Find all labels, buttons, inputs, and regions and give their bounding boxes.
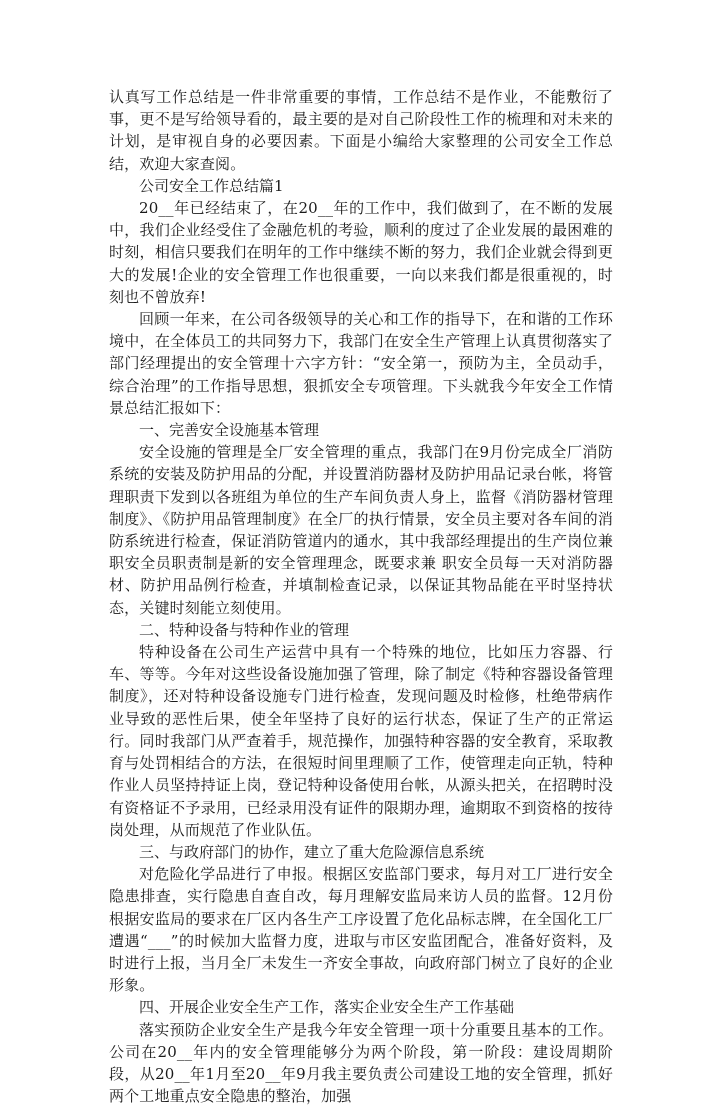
article-title: 公司安全工作总结篇1 (139, 176, 284, 195)
section-heading-3: 三、与政府部门的协作，建立了重大危险源信息系统 (139, 842, 485, 861)
document-page (109, 86, 613, 1107)
paragraph-1: 20__年已经结束了，在20__年的工作中，我们做到了，在不断的发展中，我们企业经受住了金融危机的考验，顺利的度过了企业发展的最困难的时刻，相信只要我们在明年的工作中继续不断的努力，我们企业就会得到更大的发展!企业的安全管理工作也很重要，一向以来我们都是很重视的，时刻也不曾放弃! (109, 199, 613, 306)
section-heading-1: 一、完善安全设施基本管理 (139, 421, 320, 440)
paragraph-6: 落实预防企业安全生产是我今年安全管理一项十分重要且基本的工作。公司在20__年内的安全管理能够分为两个阶段，第一阶段：建设周期阶段，从20__年1月至20__年9月我主要负责公司建设工地的安全管理，抓好两个工地重点安全隐患的整治，加强 (109, 1020, 613, 1106)
paragraph-5: 对危险化学品进行了申报。根据区安监部门要求，每月对工厂进行安全隐患排查，实行隐患自查自改，每月理解安监局来访人员的监督。12月份根据安监局的要求在厂区内各生产工序设置了危化品标志牌，在全国化工厂遭遇“___”的时候加大监督力度，进取与市区安监团配合，准备好资料，及时进行上报，当月全厂未发生一齐安全事故，向政府部门树立了良好的企业形象。 (109, 865, 613, 995)
paragraph-2: 回顾一年来，在公司各级领导的关心和工作的指导下，在和谐的工作环境中，在全体员工的共同努力下，我部门在安全生产管理上认真贯彻落实了部门经理提出的安全管理十六字方针：“安全第一，预防为主，全员动手，综合治理”的工作指导思想，狠抓安全专项管理。下头就我今年安全工作情景总结汇报如下： (109, 310, 613, 417)
section-heading-4: 四、开展企业安全生产工作，落实企业安全生产工作基础 (139, 998, 515, 1017)
paragraph-4: 特种设备在公司生产运营中具有一个特殊的地位，比如压力容器、行车、等等。今年对这些设备设施加强了管理，除了制定《特种容器设备管理制度》，还对特种设备设施专门进行检查，发现问题及时检修，杜绝带病作业导致的恶性后果，使全年坚持了良好的运行状态，保证了生产的正常运行。同时我部门从严查着手，规范操作，加强特种容器的安全教育，采取教育与处罚相结合的方法，在很短时间里理顺了工作，使管理走向正轨，特种作业人员坚持持证上岗，登记特种设备使用台帐，从源头把关，在招聘时没有资格证不予录用，已经录用没有证件的限期办理，逾期取不到资格的按待岗处理，从而规范了作业队伍。 (109, 643, 613, 839)
intro-paragraph: 认真写工作总结是一件非常重要的事情，工作总结不是作业，不能敷衍了事，更不是写给领导看的，最主要的是对自己阶段性工作的梳理和对未来的计划，是审视自身的必要因素。下面是小编给大家整理的公司安全工作总结，欢迎大家查阅。 (109, 88, 613, 173)
section-heading-2: 二、特种设备与特种作业的管理 (139, 620, 350, 639)
paragraph-3: 安全设施的管理是全厂安全管理的重点，我部门在9月份完成全厂消防系统的安装及防护用品的分配，并设置消防器材及防护用品记录台帐，将管理职责下发到以各班组为单位的生产车间负责人身上，监督《消防器材管理制度》、《防护用品管理制度》在全厂的执行情景，安全员主要对各车间的消防系统进行检查，保证消防管道内的通水，其中我部经理提出的生产岗位兼 职安全员职责制是新的安全管理理念，既要求兼 职安全员每一天对消防器材、防护用品例行检查，并填制检查记录，以保证其物品能在平时坚持状态，关键时刻能立刻使用。 (109, 443, 613, 617)
